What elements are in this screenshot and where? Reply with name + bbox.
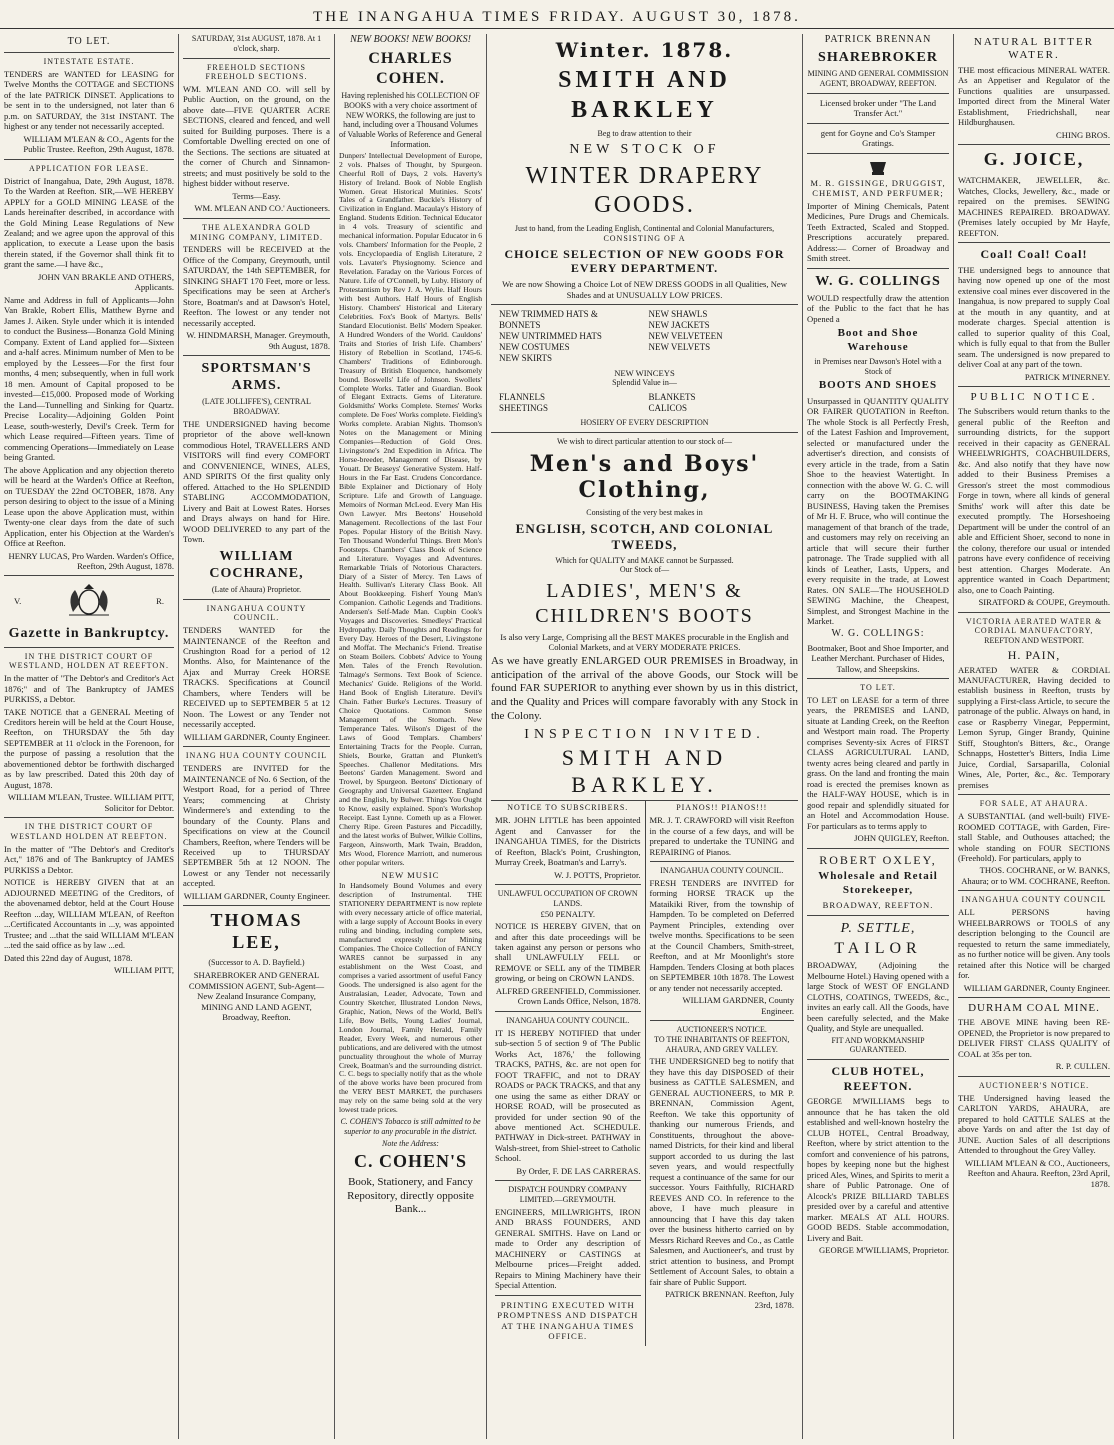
freehold-terms: Terms—Easy. [232,190,281,201]
hosiery: HOSIERY OF EVERY DESCRIPTION [580,418,709,428]
club-hotel-heading: CLUB HOTEL, REEFTON. [831,1064,925,1093]
list-item: CALICOS [648,403,688,414]
tweeds-intro: Consisting of the very best makes in [586,508,703,518]
court2-matter: In the matter of "The Debtor's and Creditor's Act," 1876 and of The Bankruptcy of JAMES PURKISS a Debtor. [4,843,174,875]
crown-heading: UNLAWFUL OCCUPATION OF CROWN LANDS. [497,889,638,908]
pianos-body: MR. J. T. CRAWFORD will visit Reefton in the course of a few days, and will be prepared to undertake the TUNING and REPAIRING of Pianos. [649,815,794,857]
address-note: Note the Address: [382,1138,439,1148]
to-let-sign: JOHN QUIGLEY, Reefton. [854,833,949,844]
freehold-body: WM. M'LEAN AND CO. will sell by Public Auction, on the ground, on the above date—FIVE QUARTER ACRE SECTIONS, cleared and fenced, and well suited for Building purposes. There is a Comfortable Dwelling erected on one of the Sections. The sections are situated at the corner of Church and Sinnamon-streets; and must positively be sold to the highest bidder without reserve. [183,84,330,189]
collings2-sub: Bootmaker, Boot and Shoe Importer, and Leather Merchant. Purchaser of Hides, Tallow, and Sheepskins. [807,642,949,674]
sportsman-sign: WILLIAM COCHRANE, [209,548,304,581]
intestate-body: TENDERS are WANTED for LEASING for Twelve Months the COTTAGE and SECTIONS of the late PATRICK DINSET. Applications to be sent in to the undersigned, not later than 6 p.m. on SATURDAY, the 31st INSTANT. The highest or any tender not necessarily accepted. [4,68,174,132]
list-item: NEW SHAWLS [648,309,708,319]
new-stock: NEW STOCK OF [569,141,720,157]
lower-left-column [491,801,645,1345]
gissing-body: Importer of Mining Chemicals, Patent Medicines, Pure Drugs and Chemicals. Teeth Extracted, Scaled and Stopped. Prescriptions accurately prepared. Address:— Corner of Broadway and Smith street. [807,200,949,264]
crest-v: V. [14,596,22,607]
alexandra-body: TENDERS will be RECEIVED at the Office of the Company, Greymouth, until SATURDAY, the 14th SEPTEMBER, for SINKING SHAFT 170 Feet, more or less. Specifications may be seen at Archer's Store, Boatman's and at Dawson's Hotel, Reefton. The lowest or any tender not necessarily accepted. [183,244,330,328]
pain-heading: H. PAIN, [1007,647,1061,662]
column-3 [334,34,486,1439]
court2-heading: IN THE DISTRICT COURT OF WESTLAND HOLDEN AT REEFTON. [10,822,168,842]
aerated-heading: VICTORIA AERATED WATER & CORDIAL MANUFACTORY, [965,616,1103,636]
oxley-addr: BROADWAY, REEFTON. [822,900,934,911]
public-notice-heading: PUBLIC NOTICE. [970,391,1098,404]
list-item: NEW VELVETS [648,341,711,352]
enlarged-text: As we have greatly ENLARGED OUR PREMISES in Broadway, in anticipation of the arrival of the above Goods, our Stock will be found FAR SUPERIOR to anything ever shown by us in this district, and the Quality and Prices will compare favorably with any Stock in the Colony. [491,654,798,722]
thomas-lee-sub: (Successor to A. D. Bayfield.) [208,958,305,968]
auct-body-6: THE Undersigned having leased the CARLTON YARDS, AHAURA, are prepared to hold CATTLE SALES at the above Yards on and after the 1st day of JUNE. Auction Sales of all descriptions Attended to throughout the Grey Valley. [958,1092,1110,1156]
alexandra-heading: THE ALEXANDRA GOLD MINING COMPANY, LIMITED. [190,222,323,242]
collings2-heading: W. G. COLLINGS: [831,628,925,640]
crown-body: NOTICE IS HEREBY GIVEN, that on and after this date proceedings will be taken against any person or persons who shall UNLAWFULLY FELL or REMOVE or SELL any of the TIMBER growing, or being on CROWN LANDS. [495,921,641,984]
court1-matter: In the matter of "The Debtor's and Creditor's Act 1876;" and of The Bankruptcy of JAMES PURKISS, a Debtor. [4,673,174,705]
icc1-heading: INANGAHUA COUNTY COUNCIL. [206,603,307,623]
auct-heading-6: AUCTIONEER'S NOTICE. [978,1080,1090,1090]
lease-foot-sign: HENRY LUCAS, Pro Warden. Warden's Office, Reefton, 29th August, 1878. [8,550,174,571]
agent-text: gent for Goyne and Co's Stamper Gratings. [820,127,936,149]
boots-shoes: BOOTS AND SHOES [818,379,938,392]
lower-right-column [645,801,799,1345]
settle-heading: P. SETTLE, [840,920,916,936]
icc1-sign: WILLIAM GARDNER, County Engineer. [183,731,330,742]
intestate-heading: INTESTATE ESTATE. [43,57,135,67]
lower-columns [491,800,798,1345]
subscribers-heading: NOTICE TO SUBSCRIBERS. [507,803,629,813]
icc3-heading: INANGAHUA COUNTY COUNCIL. [660,866,784,876]
icc-sign: By Order, F. DE LAS CARRERAS. [516,1165,641,1176]
royal-crest-icon [59,584,119,618]
club-body: GEORGE M'WILLIAMS begs to announce that he has taken the old established and well-known hostelry the CLUB HOTEL, Central Broadway, Reefton, where by strict attention to the comfort and convenience of his patrons, hopes by keeping none but the highest priced Ales, Wines, and Spirits to merit a share of Public Patronage. One of Alcock's PRIZE BILLIARD TABLES presided over by a careful and attentive marker. MEALS AT ALL HOURS. GOOD BEDS. Stable accommodation, Livery and Bait. [807,1096,949,1243]
cohen-intro: Having replenished his COLLECTION OF BOOKS with a very choice assortment of NEW WORKS, the following are just to hand, including over a Thousand Volumes of Valuable Works of Reference and General Information. [339,91,482,149]
just-to-hand: Just to hand, from the Leading English, Continental and Colonial Manufacturers, [514,224,775,234]
auctioneer-sign: PATRICK BRENNAN. Reefton, July 23rd, 1878. [665,1289,794,1310]
winceys: NEW WINCEYS [614,367,675,378]
list-item: NEW SKIRTS [499,352,553,363]
icc-body-6: ALL PERSONS having WHEELBARROWS or TOOLS of any description belonging to the Council are requested to return the same immediately, as no further notice will be given. Any tools retained after this Notice will be charged for. [958,907,1110,981]
freehold-sign: WM. M'LEAN AND CO.' Auctioneers. [194,203,330,214]
mortar-icon [868,158,888,176]
pianos-heading: PIANOS!! PIANOS!!! [676,803,768,813]
list-item: NEW TRIMMED HATS & BONNETS [499,309,598,330]
column-5 [802,34,953,1439]
column-6 [953,34,1114,1439]
sharebroker: SHAREBROKER [818,50,938,66]
music-body: In Handsomely Bound Volumes and every description of Instrumental. THE STATIONERY DEPARTMENT is now replete with every necessary article of office material, with a large supply of Account Books in every ruling and binding, including complete sets, manufactured expressly for Mining Companies. The Choice Collection of FANCY WARES cannot be surpassed in any establishment on the West Coast, and comprises a varied assortment of useful Fancy Goods. The undersigned is also agent for the Australasian, Leader, Advocate, Town and Country Sketcher, Illustrated London News, Graphic, Nation, News of the World, Bell's Life, Bow Bells, Young Ladies' Journal, London Journal, Family Herald, Family Reader, Every Week, and numerous other publications, and are delivered with the utmost punctuality throughout the whole of Murray Creek, Boatman's and the surrounding district. C. C. begs to specially notify that as the whole of the above works have been procured from the VERY BEST MARKET, the purchasers may rely on the same being sold at the very lowest trade prices. [339,881,482,1115]
boots-heading: LADIES', MEN'S & CHILDREN'S BOOTS [535,580,754,627]
court2-sign: WILLIAM PITT, [114,965,174,976]
auctioneer-heading: AUCTIONEER'S NOTICE. [676,1025,767,1035]
music-heading: NEW MUSIC [381,869,440,880]
icc-body: IT IS HEREBY NOTIFIED that under sub-section 5 of section 9 of 'The Public Works Act, 1876,' the following TRACKS, PATHS, &c. are not open for FOOT TRAFFIC, and not to DRAY ROADS or PACK TRACKS, and that any one using the same as either DRAY or HORSE ROAD, will be prosecuted as provided for under section 90 of the above mentioned Act. SCHEDULE. PATHWAY in Dick-street. PATHWAY in Walsh-street, from Shiel-street to Catholic School. [495,1027,641,1164]
durham-sign: R. P. CULLEN. [1055,1061,1110,1072]
consisting: CONSISTING OF A [603,234,686,244]
cohen-heading: CHARLES COHEN. [368,50,453,87]
lease-heading: APPLICATION FOR LEASE. [28,163,149,173]
pain-body: AERATED WATER & CORDIAL MANUFACTURER, Having decided to establish business in Reefton, trusts by supplying a First-class Article, to secure the patronage of the public. Always on hand, in case or Raspberry Vinegar, Peppermint, Lemon Syrup, Ginger Brandy, Quinine Stiff, Stoughton's Bitters, &c., Orange Schnapps, Hostetter's Bitters, India Lime Juice, Cordial, Sarsaparilla, Colonial Wines, Ale, Porter, &c., &c. Temporary premises [958,664,1110,790]
choice-selection: CHOICE SELECTION OF NEW GOODS FOR EVERY DEPARTMENT. [504,246,785,276]
thomas-lee-heading: THOMAS LEE, [210,910,303,953]
beg-text: Beg to draw attention to their [597,128,692,138]
icc-heading-6: INANGAHUA COUNTY COUNCIL [961,895,1107,905]
cohens-heading: C. COHEN'S [353,1151,468,1172]
to-let-heading-2: TO LET. [860,683,896,693]
list-item: NEW VELVETEEN [648,330,723,341]
court2-date: Dated this 22nd day of August, 1878. [4,952,133,963]
masthead: THE INANGAHUA TIMES FRIDAY. AUGUST 30, 1878. [0,6,1114,29]
quality-text: Which for QUALITY and MAKE cannot be Surpassed. [555,555,734,565]
joice-body: WATCHMAKER, JEWELLER, &c. Watches, Clocks, Jewellery, &c., made or repaired on the premises. SEWING MACHINES REPAIRED. BROADWAY. (Premises lately occupied by Mr Hayfe, REEFTON. [958,175,1110,238]
tailor-body: BROADWAY, (Adjoining the Melbourne Hotel.) Having opened with a large Stock of WEST OF ENGLAND CLOTHS, COATINGS, TWEEDS, &c., invites an early call. All the Goods, have been carefully selected, and the Make Quality, and Style are unequalled. [807,960,949,1034]
ahaura-sign: THOS. COCHRANE, or W. BANKS, Ahaura; or to WM. COCHRANE, Reefton. [961,865,1110,886]
list-item: NEW JACKETS [648,319,710,330]
brennan-body: MINING AND GENERAL COMMISSION AGENT, BROADWAY, REEFTON. [807,69,949,89]
intestate-sign: WILLIAM M'LEAN & CO., Agents for the Public Trustee. Reefton, 29th August, 1878. [23,133,174,155]
icc-sign-6: WILLIAM GARDNER, County Engineer. [963,982,1110,993]
public-body: The Subscribers would return thanks to the general public of the Reefton and surrounding districts, for the support received in their capacity as GENERAL WHEELWRIGHTS, COACHBUILDERS, &c. And also notify that they have now added to their Business Premises a Gresson's street the most commodious Forge in town, where all kinds of general Smiths' work will after this date be executed promptly. The Horseshoeing Department will be under the control of an able and Efficient Shoer, second to none in the colony, therefore our usual or intended patrons have every confidence of receiving best attention. Charges Moderate. An apprentice wanted in Coach Department; also, one to Coach Painting. [958,406,1110,595]
printing: PRINTING EXECUTED WITH PROMPTNESS AND DISPATCH AT THE INANGAHUA TIMES OFFICE. [497,1299,639,1342]
licensed-text: Licensed broker under "The Land Transfer Act." [819,97,937,119]
auct-sign-6: WILLIAM M'LEAN & CO., Auctioneers, Reefton and Ahaura. Reefton, 23rd April, 1878. [965,1157,1110,1189]
penalty: £50 PENALTY. [540,908,595,919]
subscribers-sign: W. J. POTTS, Proprietor. [554,869,641,880]
aerated-addr: REEFTON AND WESTPORT. [984,636,1084,646]
ahaura-body: A SUBSTANTIAL (and well-built) FIVE-ROOMED COTTAGE, with Garden, Fire-stall Stable, and Outhouses attached; the whole standing on FOUR SECTIONS (Freehold). For particulars, apply to [958,811,1110,863]
smith-barkley-heading: SMITH AND BARKLEY [558,67,731,123]
foundry-body: ENGINEERS, MILLWRIGHTS, IRON AND BRASS FOUNDERS, AND GENERAL SMITHS. Have on Land or made to Order any description of MACHINERY or CASTINGS at Melbourne prices—Freight added. Repairs to Mining Machinery have their Special Attention. [495,1206,641,1291]
icc-heading: INANGAHUA COUNTY COUNCIL. [506,1015,630,1025]
gissing-heading: M. R. GISSINGE, DRUGGIST, CHEMIST, AND PERFUMER; [810,177,946,199]
court1-sign: WILLIAM M'LEAN, Trustee. WILLIAM PITT, Solicitor for Debtor. [7,792,174,813]
collings-body3: Unsurpassed in QUANTITY QUALITY OR FAIRER QUOTATION in Reefton. The whole Stock is all Perfectly Fresh, of the Latest Fashion and Improvement, selected or manufactured under the advertiser's direction, and consists of every article in the trade, from a Satin Shoe to the heaviest Watertight. In connection with the above W. G. C. will carry on the BOOTMAKING BUSINESS, Having taken the Premises of Mr H. F. Bruce, who will continue the management of that branch of the trade, and customers may rely on receiving an article that will secure their further patronage. The Trade supplied with all kinds of Leather, Lasts, Uppers, and every requisite in the trade, at Lowest Rates. ON SALE—The HOUSEHOLD SEWING Machine, the Cheapest, Simplest, and Strongest Machine in the Market. [807,395,949,626]
auctioneer-to: TO THE INHABITANTS OF REEFTON, AHAURA, AND GREY VALLEY. [654,1034,790,1054]
lease-sign: JOHN VAN BRAKLE AND OTHERS, Applicants. [37,271,174,293]
winter-drapery: WINTER DRAPERY GOODS. [525,162,764,219]
joice-heading: G. JOICE, [983,149,1085,170]
club-sign: GEORGE M'WILLIAMS, Proprietor. [819,1245,949,1256]
tweeds: ENGLISH, SCOTCH, AND COLONIAL TWEEDS, [515,520,774,552]
sportsman-body: THE UNDERSIGNED having become proprietor of the above well-known commodious Hotel, TRAVELLERS AND VISITORS will find every COMFORT and CONVENIENCE, WINES, ALES, AND SPIRITS Of the first quality only offered. Attached to the Ho SPLENDID STABLING ACCOMMODATION, Livery and Bait at Lowest Rates. Horses and Drays always on hand for Hire. WOOD DELIVERED to any part of the Town. [183,418,330,545]
court2-body: NOTICE is HEREBY GIVEN that at an ADJOURNED MEETING of the Creditors, of the abovenamed debtor, held at the Court House Reefton ...day, WILLIAM M'LEAN, of Reefton ...Certificated Accountants in ...y, was appointed Trustee; and ...that the said WILLIAM M'LEAN ...ted the said office as by law ...ed. [4,877,174,951]
lease-foot: The above Application and any objection thereto will be heard at the Warden's Office at Reefton, on TUESDAY the 22nd OCTOBER, 1878. Any person desiring to object to the issue of a Mining Lease upon the above Application must, within Twenty-one clear days from the date of such Application, enter his Objection at the Warden's Office at Reefton. [4,464,174,549]
sportsman-sign2: (Late of Ahaura) Proprietor. [211,584,302,594]
natural-heading: NATURAL BITTER WATER. [973,36,1095,62]
coal-sign: PATRICK M'INERNEY. [1024,371,1110,382]
collings-body: WOULD respectfully draw the attention of the Public to the fact that he has Opened a [807,292,949,324]
column-1 [0,34,178,1439]
oxley-sub: Wholesale and Retail Storekeeper, [818,870,938,896]
tailor: TAILOR [834,939,922,957]
subscribers-body: MR. JOHN LITTLE has been appointed Agent and Canvasser for the INANGAHUA TIMES, for the Districts of Reefton, Black's Point, Crushington, Murray Creek, Boatman's and Larry's. [495,815,641,868]
natural-body: THE most efficacious MINERAL WATER. As an Appetiser and Regulator of the Functions qualities are unsurpassed. Imported direct from the Mineral Water Establishment, Friedrichshall, near Hildburghausen. [958,64,1110,128]
sportsman-sub: (LATE JOLLIFFE'S), CENTRAL BROADWAY. [202,397,311,417]
sportsman-heading: SPORTSMAN'S ARMS. [201,361,312,394]
lease-body: District of Inangahua, Date, 29th August, 1878. To the Warden at Reefton. SIR,—WE HEREBY APPLY for a GOLD MINING LEASE of the Lands hereinafter described, in accordance with the Gold Mining Lease Regulations of New Zealand; and we agree upon the approval of this application, to execute a Lease upon the basis therein stated, if the Governor shall think fit to grant the same.—I have &c., [4,175,174,270]
list-item: SHEETINGS [499,403,548,414]
ching-bros: CHING BROS. [1056,129,1110,140]
crown-sign: ALFRED GREENFIELD, Commissioner. Crown Lands Office, Nelson, 1878. [495,985,641,1007]
brennan-heading: PATRICK BRENNAN [824,34,932,45]
icc2-heading: INANG HUA COUNTY COUNCIL [185,751,328,761]
oxley-heading: ROBERT OXLEY, [819,852,937,867]
our-stock: Our Stock of— [619,565,670,575]
column-4 [486,34,802,1439]
court1-heading: IN THE DISTRICT COURT OF WESTLAND, HOLDEN AT REEFTON. [9,651,169,671]
collings-heading: W. G. COLLINGS [815,273,941,289]
tobacco-note: C. COHEN'S Tobacco is still admitted to be superior to any procurable in the district. [340,1117,481,1136]
sale-date: SATURDAY, 31st AUGUST, 1878. At 1 o'clock, sharp. [191,34,322,53]
mens-clothing: Men's and Boys' Clothing, [529,450,760,504]
book-list: Dunpers' Intellectual Development of Europe, 2 vols. Phalses of Thought, by Spurgeon. Cheerful Roll of Days, 2 vols. Haverty's History of Ireland. Book of Noble English Women. Great Historical Mutinies. Scots' Tales of a Grandfather. Buckle's History of Civilization in England. Macaulay's History of England. Students Edition. Technical Educator in 4 vols. Treasury of scientific and mechanical information. Popular Educator in 6 vols. Chambers' Information for the People, 2 vols. Encyclopaedia of English Literature, 2 vols. Lavater's Physiognomy. Science and Revelation. Faraday on the Various Forces of Nature. Life of O'Connell, by Luby. History of Protestantism by Rev J. A. Wylie. Half Hours with best Authors. Half Hours of English History. Chambers' Historical and Literary Celebrities. Fox's Book of Martyrs. Bells' Standard Elocutionist. Bells' Modern Speaker. A Hundred Wonders of the World. Cauldons' Traits and Stories of Irish Life. Chambers' History of Rebellion in Scotland, 1745-6. Chambers' Traditions of Edinborough. Treasury of British Eloquence, handsomely bound. Boswells' Life of Johnson. Swollets' Complete Works. Tatler and Guardian. Book of Elegant Extracts. Gems of Literature. Goldsmiths' Works Complete. Sternes' Works complete. De Foes' Works complete. Fielding's Works complete. Arabian Nights. Thomson's Notes on the Management or Mining Companies—Reduction of Gold Ores. Livingstone's 2nd Expedition in Africa. The Horse-breeder, Management of Disease, by Youatt. Dr Beaseys' Generative System. Half-Hours in the Far East. Crudens Concordance. Bible Explainer and Dictionary of Holy Scripture. Life and Growth of Language. Memoirs of Norman McLeod. Every Man His Own Lawyer. Mrs Beetons' Household Management. Recollections of the last Four Popes. Popular History of the British Navy. Ten Thousand Wonderful Things. Brett Mon's Footsteps. Chambers' Class Book of Science and Literature. Voyages and Adventures. Remarkable Trials of Notorious Characters. Diary of a Sister of Mercy. Ten Laws of Health. Sullivan's Literary Class Book. All About Bookkeeping. Fisherf Young Man's Companion. Catholic Legends and Traditions. Andersen's Self-Made Man. Cupbin Cook's Voyages and Discoveries. Smedleys' Practical Hydropathy. Daily Thoughts and Readings for Every Day. Heroes of the Desert, Livingstone and Moffat. The Mechanic's Friend. Treatise on Steam Boilers. Cobbets' Advice to Young Men. Tales of the French Revolution. Talmage's Sermons. Text Book of Science. Mechanics' Guide. Religions of the World. Hand Book of English Literature. Devil's Chain. Father Burke's Lectures. Treasury of Choice Quotations. Common Sense Management of the Stomach. New Temperance Tales. Wilson's Digest of the Laws of Good Templars. Chambers' Entertaining Tracts for the People. Curran, Shiels, Bourke, Grattan and Plunkett's Speeches. Challenor Meditations. Mrs Beetons' Garden Management. Sword and Trowel, by Spurgeon. Beetons' Dictionary of Geography and Universal Gazetteer. England and the English, by Bulwer. Things You Ought to Know, easily explained. Spon's Workshop Receipt. East Lynne. Cometh up as a Flower. Cherry Ripe. Green Pastures and Piccadilly, and the latest works of Bulwer, Wilkie Collins, Fargeon, Ainsworth, Mark Twain, Braddon, Mrs Wood, Florence Marriott, and numerous other popular writers. [339,150,482,868]
thomas-lee-body: SHAREBROKER AND GENERAL COMMISSION AGENT, Sub-Agent—New Zealand Insurance Company, MINING AND LAND AGENT, Broadway, Reefton. [188,970,325,1022]
icc2-body: TENDERS are INVITED for the MAINTENANCE of No. 6 Section, of the Westport Road, for a period of Three Years; commencing at Christy Windermere's and extending to the boundary of the County. Plans and Specifications on view at the Council Chambers, Reefton, where Tenders will be Received up to THURSDAY SEPTEMBER 5th at 12 NOON. The Lowest or any Tender not necessarily accepted. [183,763,330,889]
boots-body: Is also very Large, Comprising all the BEST MAKES procurable in the English and Colonial Markets, and at VERY MODERATE PRICES. [500,631,789,653]
to-let-heading: TO LET. [67,36,111,47]
lease-details: Name and Address in full of Applicants—John Van Brakle, Robert Ellis, Matthew Byrne and James J. Aiken. Style under which it is intended to conduct the Business—Bonanza Gold Mining Company. Extent of Land applied for—Sixteen and a-half acres. Minimum number of Men to be employed by the Lessees—For the first four months, 4 men; subsequently, when in full work 18 men. Amount of Capital proposed to be invested—£15,000. Proposed mode of Working the Land—Tunnelling and Sinking for Quartz. Precise Locality—Adjoining Golden Point Lease, south-westerly, Devil's Creek. Term for which Lease required—Fifteen years. Time of commencing Operations—Immediately on Lease being Granted. [4,294,174,463]
crest-r: R. [156,596,164,607]
showing-text: We are now Showing a Choice Lot of NEW DRESS GOODS in all Qualities, New Shades and at UNUSUALLY LOW PRICES. [502,279,787,300]
new-books-heading: NEW BOOKS! NEW BOOKS! [350,34,471,45]
splendid-value: Splendid Value in— [612,378,677,388]
list-item: NEW UNTRIMMED HATS [499,330,602,341]
freehold-heading: FREEHOLD SECTIONS FREEHOLD SECTIONS. [205,62,308,82]
column-2 [178,34,334,1439]
cohens-sub: Book, Stationery, and Fancy Repository, directly opposite Bank... [347,1176,474,1216]
durham-heading: DURHAM COAL MINE. [968,1002,1100,1015]
inspection: INSPECTION INVITED. [524,726,765,742]
ahaura-heading: FOR SALE, AT AHAURA. [979,799,1089,809]
alexandra-sign: W. HINDMARSH, Manager. Greymouth, 9th August, 1878. [186,330,330,351]
wish-text: We wish to direct particular attention to our stock of— [556,436,733,446]
coal-body: THE undersigned begs to announce that having now opened up one of the most extensive coal mines ever discovered in the Inangahua, is now prepared to supply Coal at the mouth in any quantity, and at moderate charges. Special attention is called to superior quality of this Coal, which is fully equal to that from the Buller seam. The undersigned is now prepared to deliver Coal at any part of the town. [958,264,1110,370]
durham-body: THE ABOVE MINE having been RE-OPENED, the Proprietor is now prepared to DELIVER FIRST CLASS QUALITY of COAL at 35s per ton. [958,1017,1110,1059]
icc1-body: TENDERS WANTED for the MAINTENANCE of the Reefton and Crushington Road for a period of 12 Months. Also, for Maintenance of the Ajax and Murray Creek HORSE TRACKS. Specifications at Council Chambers, where Tenders will be RECEIVED up to SEPTEMBER 5 at 12 Noon. The Lowest or any Tender not necessarily accepted. [183,625,330,730]
court1-body: TAKE NOTICE that a GENERAL Meeting of Creditors herein will be held at the Court House, Reefton, on THURSDAY the 5th day SEPTEMBER at 11 o'clock in the Forenoon, for the purpose of passing a resolution that the abovementioned debtor be forthwith discharged as by law prescribed. Dated this 20th day of August, 1878. [4,706,174,790]
fit-guaranteed: FIT AND WORKMANSHIP GUARANTEED. [831,1035,925,1055]
winter-heading: Winter. 1878. [555,38,734,62]
coal-heading: Coal! Coal! Coal! [980,247,1088,262]
icc3-sign: WILLIAM GARDNER, County Engineer. [682,995,794,1016]
gazette-heading: Gazette in Bankruptcy. [8,626,170,642]
auctioneer-body: THE UNDERSIGNED beg to notify that they have this day DISPOSED of their business as CATTLE SALESMEN, and GENERAL AUCTIONEERS, to MR P. BRENNAN, Commission Agent, Reefton. We take this opportunity of thanking our numerous Friends, and Constituents, throughout the above-named Districts, for their kind and liberal support accorded to us during the last seven years, and would respectfully request a continuance of the same for our successor. Yours Faithfully, RICHARD REEVES AND CO. In reference to the above, I have much pleasure in announcing that I have this day taken over the business hitherto carried on by Messrs Richard Reeves and Co., as Cattle Salesmen, and Auctioneer's, and trust by strict attention to business, and Prompt Settlement of Account Sales, to obtain a fair share of Public Support. [649,1056,794,1287]
new-goods-list [499,309,790,364]
foundry-heading: DISPATCH FOUNDRY COMPANY LIMITED.—GREYMOUTH. [508,1185,628,1205]
collings-body2: in Premises near Dawson's Hotel with a Stock of [814,356,942,376]
icc3-body: FRESH TENDERS are INVITED for forming HORSE TRACK up the Mataikiki River, from the township of Hampden. To be completed on Deferred Payment Principles, extending over twelve months. Specifications to be seen at the Council Chambers, Smith-street, Reefton, and at Mr Moonlight's store Hampden. Tenders Closing at both places on SEPTEMBER 10th 1878. The Lowest or any tender not necessarily accepted. [649,877,794,993]
list-item: NEW COSTUMES [499,341,570,352]
boot-warehouse: Boot and Shoe Warehouse [837,327,919,353]
value-list [499,392,790,414]
to-let-body: TO LET on LEASE for a term of three years, the PREMISES and LAND, situate at Landing Creek, on the Reefton and Westport main road. The Property comprises Seventy-six Acres of FIRST CLASS AGRICULTURAL LAND, twenty acres being cleared and partly in grass. On the land and fronting the main road is erected the premises known as the HALF-WAY HOUSE, which is in good repair and splendidly situated for an Hotel and Accommodation House. For particulars as to terms apply to [807,694,949,831]
list-item: FLANNELS [499,392,546,403]
list-item: BLANKETS [648,392,696,403]
smith-barkley-footer: SMITH AND BARKLEY. [561,744,728,797]
icc2-sign: WILLIAM GARDNER, County Engineer. [183,890,330,901]
public-sign: SIRATFORD & COUPE, Greymouth. [978,597,1110,608]
